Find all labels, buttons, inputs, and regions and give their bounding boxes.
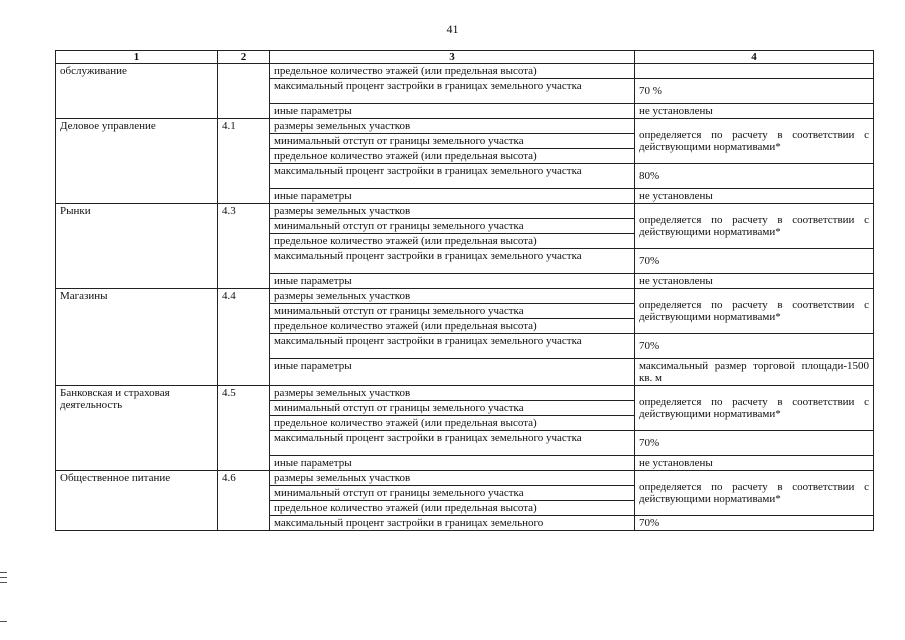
use-type-code: 4.3	[218, 204, 270, 289]
parameter-value: определяется по расчету в соответствии с действующими нормативами*	[635, 386, 874, 431]
parameter-name: минимальный отступ от границы земельного участка	[270, 134, 635, 149]
table-row	[56, 119, 874, 134]
table-row	[56, 289, 874, 304]
parameter-name: иные параметры	[270, 456, 635, 471]
parameter-value: определяется по расчету в соответствии с действующими нормативами*	[635, 119, 874, 164]
parameter-name: размеры земельных участков	[270, 386, 635, 401]
parameter-name: предельное количество этажей (или предельная высота)	[270, 319, 635, 334]
parameter-value: 70%	[635, 334, 874, 359]
margin-marks	[0, 572, 8, 626]
parameter-name: размеры земельных участков	[270, 204, 635, 219]
use-type-code: 4.5	[218, 386, 270, 471]
parameter-value: не установлены	[635, 456, 874, 471]
parameter-name: максимальный процент застройки в границах земельного участка	[270, 334, 635, 359]
parameter-value: не установлены	[635, 104, 874, 119]
use-type-name: Банковская и страховая деятельность	[56, 386, 218, 471]
parameter-name: максимальный процент застройки в границах земельного участка	[270, 164, 635, 189]
column-header: 3	[270, 51, 635, 64]
use-type-name: Рынки	[56, 204, 218, 289]
use-type-code	[218, 64, 270, 119]
table-row	[56, 64, 874, 79]
use-type-code: 4.6	[218, 471, 270, 531]
parameter-value: 80%	[635, 164, 874, 189]
regulations-table	[55, 50, 874, 531]
parameter-value: 70%	[635, 431, 874, 456]
parameter-name: предельное количество этажей (или предельная высота)	[270, 64, 635, 79]
parameter-value: не установлены	[635, 274, 874, 289]
parameter-name: предельное количество этажей (или предельная высота)	[270, 234, 635, 249]
parameter-value-empty	[635, 64, 874, 79]
parameter-name: минимальный отступ от границы земельного участка	[270, 219, 635, 234]
table-row	[56, 471, 874, 486]
use-type-name: обслуживание	[56, 64, 218, 119]
use-type-code: 4.1	[218, 119, 270, 204]
parameter-value: определяется по расчету в соответствии с действующими нормативами*	[635, 289, 874, 334]
parameter-name: предельное количество этажей (или предельная высота)	[270, 501, 635, 516]
parameter-name: минимальный отступ от границы земельного участка	[270, 304, 635, 319]
parameter-name: максимальный процент застройки в границах земельного участка	[270, 431, 635, 456]
parameter-value: определяется по расчету в соответствии с действующими нормативами*	[635, 471, 874, 516]
parameter-name: максимальный процент застройки в границах земельного участка	[270, 79, 635, 104]
parameter-name: размеры земельных участков	[270, 119, 635, 134]
table-row	[56, 386, 874, 401]
parameter-name: иные параметры	[270, 359, 635, 386]
parameter-value: определяется по расчету в соответствии с действующими нормативами*	[635, 204, 874, 249]
parameter-name: иные параметры	[270, 274, 635, 289]
parameter-name: минимальный отступ от границы земельного участка	[270, 401, 635, 416]
column-header: 2	[218, 51, 270, 64]
parameter-name: максимальный процент застройки в границах земельного	[270, 516, 635, 531]
parameter-value: 70%	[635, 249, 874, 274]
column-header: 4	[635, 51, 874, 64]
use-type-name: Магазины	[56, 289, 218, 386]
column-header: 1	[56, 51, 218, 64]
table-header-row	[56, 51, 874, 64]
table-row	[56, 204, 874, 219]
use-type-code: 4.4	[218, 289, 270, 386]
parameter-name: предельное количество этажей (или предельная высота)	[270, 149, 635, 164]
parameter-value: 70 %	[635, 79, 874, 104]
parameter-value: 70%	[635, 516, 874, 531]
use-type-name: Деловое управление	[56, 119, 218, 204]
parameter-name: минимальный отступ от границы земельного участка	[270, 486, 635, 501]
parameter-name: предельное количество этажей (или предельная высота)	[270, 416, 635, 431]
parameter-value: максимальный размер торговой площади-1500 кв. м	[635, 359, 874, 386]
parameter-name: максимальный процент застройки в границах земельного участка	[270, 249, 635, 274]
table-body	[56, 64, 874, 531]
page-number: 41	[446, 22, 459, 36]
parameter-name: размеры земельных участков	[270, 471, 635, 486]
parameter-name: размеры земельных участков	[270, 289, 635, 304]
use-type-name: Общественное питание	[56, 471, 218, 531]
parameter-name: иные параметры	[270, 104, 635, 119]
parameter-value: не установлены	[635, 189, 874, 204]
parameter-name: иные параметры	[270, 189, 635, 204]
